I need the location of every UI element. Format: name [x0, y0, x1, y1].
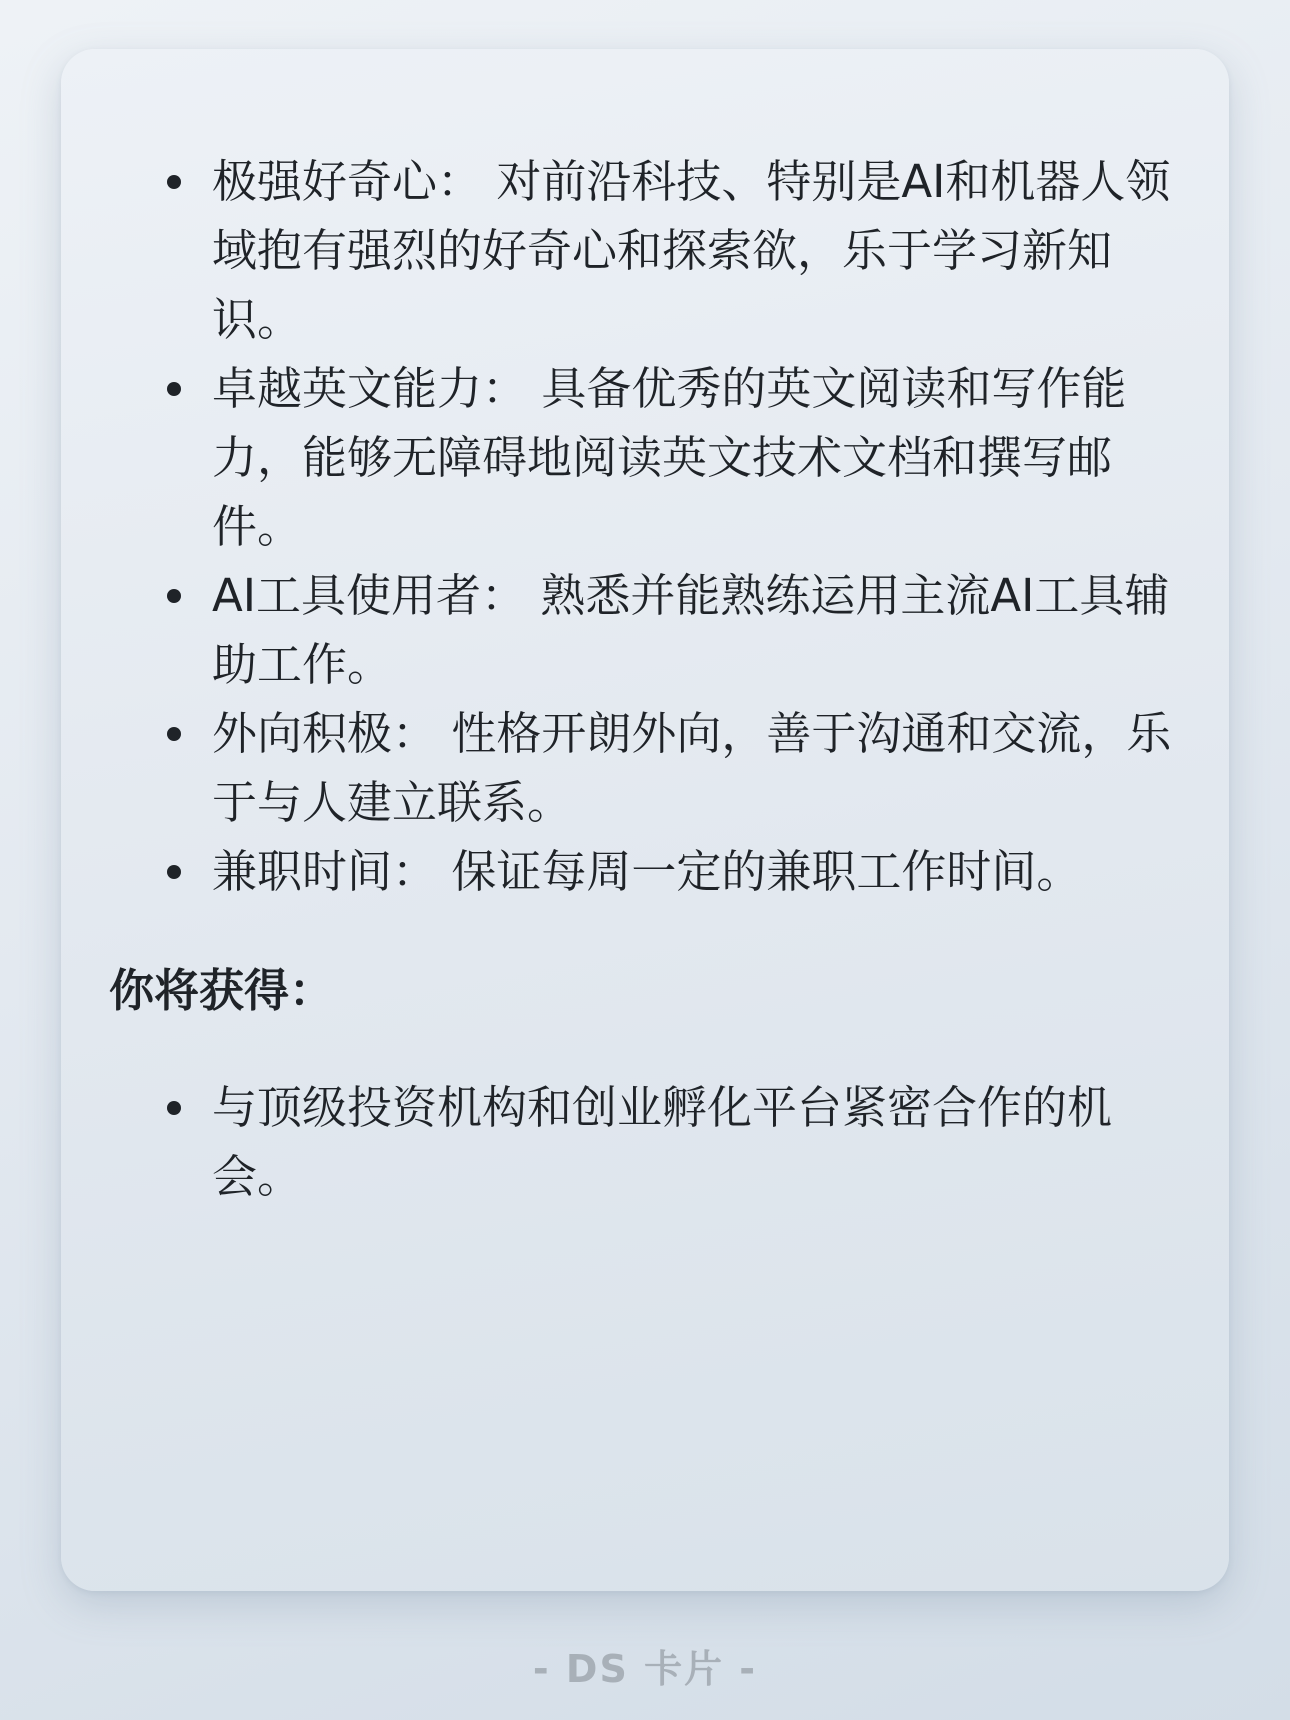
list-item: [109, 561, 1179, 699]
list-item: [109, 837, 1179, 906]
item-text: 熟悉并能熟练运用主流AI工具辅助工作。: [212, 569, 1170, 691]
bullet-icon: [167, 382, 181, 396]
bullet-icon: [167, 1101, 181, 1115]
item-heading: 极强好奇心：: [212, 155, 483, 208]
bullet-icon: [167, 727, 181, 741]
requirements-list: [109, 147, 1179, 906]
list-item: [109, 1073, 1179, 1211]
item-text: 对前沿科技、特别是AI和机器人领域抱有强烈的好奇心和探索欲，乐于学习新知识。: [212, 155, 1171, 346]
item-text: 具备优秀的英文阅读和写作能力，能够无障碍地阅读英文技术文档和撰写邮件。: [212, 362, 1127, 553]
item-heading: AI工具使用者：: [212, 569, 527, 622]
item-text: 保证每周一定的兼职工作时间。: [451, 845, 1082, 898]
list-item: [109, 354, 1179, 561]
footer-brand: - DS 卡片 -: [532, 1647, 758, 1691]
item-text: 与顶级投资机构和创业孵化平台紧密合作的机会。: [212, 1081, 1113, 1203]
item-heading: 卓越英文能力：: [212, 362, 528, 415]
bullet-icon: [167, 865, 181, 879]
benefits-heading: 你将获得：: [109, 964, 335, 1017]
item-heading: 外向积极：: [212, 707, 438, 760]
list-item: [109, 699, 1179, 837]
bullet-icon: [167, 589, 181, 603]
benefits-list: [109, 1073, 1179, 1211]
content-card: [61, 49, 1229, 1591]
list-item: [109, 147, 1179, 354]
item-text: 性格开朗外向，善于沟通和交流，乐于与人建立联系。: [212, 707, 1172, 829]
bullet-icon: [167, 175, 181, 189]
item-heading: 兼职时间：: [212, 845, 438, 898]
